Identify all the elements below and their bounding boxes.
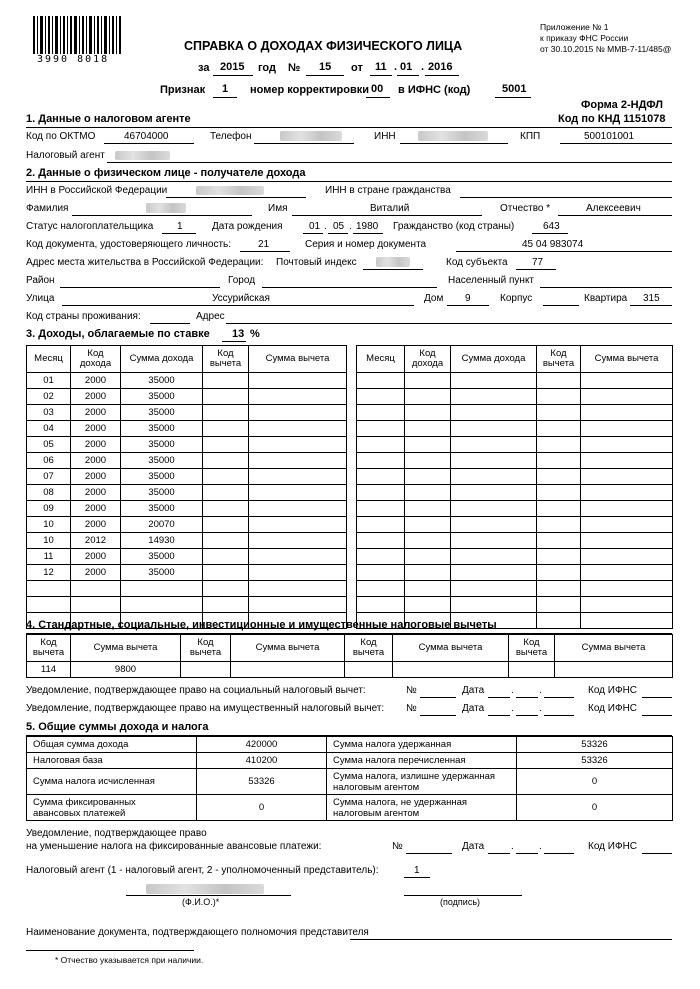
table-row bbox=[27, 405, 347, 421]
income-cell: 05 bbox=[27, 437, 71, 453]
section1-title: 1. Данные о налоговом агенте bbox=[26, 113, 191, 125]
god-label: год bbox=[258, 62, 276, 74]
income-cell: 2012 bbox=[71, 533, 121, 549]
kpp-label: КПП bbox=[520, 131, 541, 142]
addr-label: Адрес bbox=[196, 311, 225, 322]
table-row bbox=[357, 469, 673, 485]
oktmo-label: Код по ОКТМО bbox=[26, 131, 96, 142]
country-code-label: Код страны проживания: bbox=[26, 311, 141, 322]
table-row bbox=[357, 581, 673, 597]
income-cell: 35000 bbox=[121, 549, 203, 565]
tax-calc-label: Сумма налога исчисленная bbox=[27, 769, 197, 795]
house-label: Дом bbox=[424, 293, 444, 304]
agent-redacted bbox=[115, 151, 170, 160]
barcode bbox=[33, 16, 123, 66]
income-header-left-3: Код вычета bbox=[203, 346, 249, 373]
tax-base-value: 410200 bbox=[197, 753, 327, 769]
city-label: Город bbox=[228, 275, 256, 286]
table-row bbox=[357, 533, 673, 549]
rate-value: 13 bbox=[232, 328, 245, 340]
income-cell: 2000 bbox=[71, 405, 121, 421]
income-table-left bbox=[26, 345, 347, 629]
doc-series-label: Серия и номер документа bbox=[305, 239, 427, 250]
section2-title: 2. Данные о физическом лице - получателе дохода bbox=[26, 167, 306, 179]
table-row bbox=[357, 373, 673, 389]
surname-label: Фамилия bbox=[26, 203, 69, 214]
advance-no-label: № bbox=[392, 841, 403, 852]
income-cell: 2000 bbox=[71, 421, 121, 437]
social-notice-label: Уведомление, подтверждающее право на социальный налоговый вычет: bbox=[26, 685, 366, 696]
street-label: Улица bbox=[26, 293, 55, 304]
name-label: Имя bbox=[268, 203, 288, 214]
table-row bbox=[357, 517, 673, 533]
rate-pct: % bbox=[250, 328, 260, 340]
income-cell: 04 bbox=[27, 421, 71, 437]
deductions-table bbox=[26, 634, 673, 678]
property-notice-label: Уведомление, подтверждающее право на имущественный налоговый вычет: bbox=[26, 703, 385, 714]
property-ifns-label: Код ИФНС bbox=[588, 703, 638, 714]
income-header-right-3: Код вычета bbox=[537, 346, 581, 373]
inn-redacted bbox=[418, 131, 488, 141]
income-cell: 2000 bbox=[71, 373, 121, 389]
correction-value: 00 bbox=[371, 83, 384, 95]
inn-country-label: ИНН в стране гражданства bbox=[325, 185, 451, 196]
income-header-right-0: Месяц bbox=[357, 346, 405, 373]
agent-type-label: Налоговый агент (1 - налоговый агент, 2 - уполномоченный представитель): bbox=[26, 865, 379, 876]
flat-label: Квартира bbox=[584, 293, 628, 304]
income-cell: 09 bbox=[27, 501, 71, 517]
tax-withheld-value: 53326 bbox=[517, 737, 673, 753]
income-header-right-2: Сумма дохода bbox=[451, 346, 537, 373]
kpp-value: 500101001 bbox=[584, 131, 635, 142]
priznak-label: Признак bbox=[160, 84, 206, 96]
doc-series-value: 45 04 983074 bbox=[522, 239, 584, 250]
postcode-label: Почтовый индекс bbox=[276, 257, 357, 268]
income-cell: 10 bbox=[27, 517, 71, 533]
tax-transferred-label: Сумма налога перечисленная bbox=[327, 753, 517, 769]
income-cell: 14930 bbox=[121, 533, 203, 549]
fixed-value: 0 bbox=[197, 795, 327, 821]
table-row bbox=[27, 373, 347, 389]
status-value: 1 bbox=[177, 221, 183, 232]
settlement-label: Населенный пункт bbox=[448, 275, 535, 286]
income-cell: 01 bbox=[27, 373, 71, 389]
income-cell: 2000 bbox=[71, 517, 121, 533]
inn-label: ИНН bbox=[374, 131, 396, 142]
year-value: 2015 bbox=[220, 61, 245, 73]
advance-notice-line1: Уведомление, подтверждающее право bbox=[26, 828, 207, 839]
income-cell: 02 bbox=[27, 389, 71, 405]
tax-calc-value: 53326 bbox=[197, 769, 327, 795]
table-row bbox=[27, 517, 347, 533]
excess-value: 0 bbox=[517, 769, 673, 795]
income-header-left-0: Месяц bbox=[27, 346, 71, 373]
num-label: № bbox=[288, 62, 301, 74]
ded-code-1: 114 bbox=[27, 662, 71, 678]
income-cell: 11 bbox=[27, 549, 71, 565]
table-row bbox=[27, 597, 347, 613]
income-cell: 2000 bbox=[71, 469, 121, 485]
knd-code: Код по КНД 1151078 bbox=[558, 113, 666, 125]
income-cell: 2000 bbox=[71, 453, 121, 469]
table-row bbox=[27, 421, 347, 437]
income-cell: 35000 bbox=[121, 501, 203, 517]
income-cell: 35000 bbox=[121, 453, 203, 469]
income-cell: 35000 bbox=[121, 405, 203, 421]
total-income-label: Общая сумма дохода bbox=[27, 737, 197, 753]
income-cell: 2000 bbox=[71, 389, 121, 405]
table-row bbox=[357, 501, 673, 517]
totals-table bbox=[26, 736, 673, 821]
income-cell: 20070 bbox=[121, 517, 203, 533]
income-cell: 2000 bbox=[71, 565, 121, 581]
table-row bbox=[357, 421, 673, 437]
income-header-left-4: Сумма вычета bbox=[249, 346, 347, 373]
agent-type-value: 1 bbox=[414, 865, 420, 876]
birth-day: 01 bbox=[309, 221, 321, 232]
income-cell: 03 bbox=[27, 405, 71, 421]
region-code-label: Код субъекта bbox=[446, 257, 508, 268]
building-label: Корпус bbox=[500, 293, 533, 304]
table-row bbox=[357, 437, 673, 453]
footnote: * Отчество указывается при наличии. bbox=[55, 955, 204, 965]
income-cell: 06 bbox=[27, 453, 71, 469]
doc-code-label: Код документа, удостоверяющего личность: bbox=[26, 239, 232, 250]
surname-redacted bbox=[146, 203, 186, 213]
social-date-label: Дата bbox=[462, 685, 485, 696]
ded-code-header-2: Код вычета bbox=[181, 635, 231, 662]
month-value: 01 bbox=[400, 61, 413, 73]
table-row bbox=[357, 549, 673, 565]
ded-code-header-3: Код вычета bbox=[345, 635, 393, 662]
income-cell: 2000 bbox=[71, 501, 121, 517]
address-label: Адрес места жительства в Российской Федерации: bbox=[26, 257, 264, 268]
doc-code-value: 21 bbox=[258, 239, 270, 250]
patronymic-value: Алексеевич bbox=[586, 203, 641, 214]
income-cell: 35000 bbox=[121, 373, 203, 389]
name-value: Виталий bbox=[370, 203, 410, 214]
section4-title: 4. Стандартные, социальные, инвестиционные и имущественные налоговые вычеты bbox=[26, 619, 497, 631]
income-cell: 35000 bbox=[121, 389, 203, 405]
za-label: за bbox=[198, 62, 210, 74]
tax-base-label: Налоговая база bbox=[27, 753, 197, 769]
fixed-label-1: Сумма фиксированных bbox=[33, 796, 136, 808]
birth-label: Дата рождения bbox=[212, 221, 283, 232]
postcode-redacted bbox=[376, 257, 410, 267]
phone-redacted bbox=[280, 131, 342, 141]
tax-withheld-label: Сумма налога удержанная bbox=[327, 737, 517, 753]
not-withheld-label-2: налоговым агентом bbox=[333, 807, 420, 819]
income-header-left-2: Сумма дохода bbox=[121, 346, 203, 373]
table-row bbox=[27, 501, 347, 517]
region-code-value: 77 bbox=[532, 257, 544, 268]
table-row bbox=[27, 581, 347, 597]
income-cell: 2000 bbox=[71, 437, 121, 453]
status-label: Статус налогоплательщика bbox=[26, 221, 154, 232]
table-row bbox=[357, 597, 673, 613]
ded-sum-header-1: Сумма вычета bbox=[71, 635, 181, 662]
street-value: Уссурийская bbox=[212, 293, 270, 304]
fixed-label-2: авансовых платежей bbox=[33, 807, 126, 819]
not-withheld-label-1: Сумма налога, не удержанная bbox=[333, 796, 468, 808]
citizenship-value: 643 bbox=[543, 221, 560, 232]
barcode-digits: 3990 8018 bbox=[37, 54, 110, 65]
income-cell: 35000 bbox=[121, 437, 203, 453]
income-header-right-4: Сумма вычета bbox=[581, 346, 673, 373]
income-table-right bbox=[356, 345, 673, 629]
property-no-label: № bbox=[406, 703, 417, 714]
income-cell: 10 bbox=[27, 533, 71, 549]
income-cell: 08 bbox=[27, 485, 71, 501]
doc-name-label: Наименование документа, подтверждающего полномочия представителя bbox=[26, 927, 369, 938]
income-cell: 35000 bbox=[121, 421, 203, 437]
excess-label-1: Сумма налога, излишне удержанная bbox=[333, 770, 496, 782]
table-row bbox=[27, 549, 347, 565]
not-withheld-value: 0 bbox=[517, 795, 673, 821]
table-row bbox=[27, 437, 347, 453]
form-name: Форма 2-НДФЛ bbox=[581, 99, 663, 111]
income-cell: 2000 bbox=[71, 485, 121, 501]
table-row bbox=[27, 453, 347, 469]
table-row bbox=[27, 485, 347, 501]
table-row bbox=[27, 565, 347, 581]
income-cell: 35000 bbox=[121, 485, 203, 501]
income-cell: 07 bbox=[27, 469, 71, 485]
citizenship-label: Гражданство (код страны) bbox=[393, 221, 515, 232]
income-header-right-1: Код дохода bbox=[405, 346, 451, 373]
ded-sum-header-4: Сумма вычета bbox=[555, 635, 673, 662]
phone-label: Телефон bbox=[210, 131, 252, 142]
ot-label: от bbox=[351, 62, 363, 74]
birth-month: 05 bbox=[333, 221, 345, 232]
house-value: 9 bbox=[465, 293, 471, 304]
agent-label: Налоговый агент bbox=[26, 150, 105, 161]
priznak-value: 1 bbox=[222, 83, 229, 95]
appendix-line2: к приказу ФНС России bbox=[540, 33, 629, 43]
section5-title: 5. Общие суммы дохода и налога bbox=[26, 721, 209, 733]
district-label: Район bbox=[26, 275, 55, 286]
ded-sum-header-3: Сумма вычета bbox=[393, 635, 509, 662]
inn-rf-label: ИНН в Российской Федерации bbox=[26, 185, 168, 196]
appendix-line1: Приложение № 1 bbox=[540, 22, 609, 32]
ded-sum-header-2: Сумма вычета bbox=[231, 635, 345, 662]
ded-code-header-4: Код вычета bbox=[509, 635, 555, 662]
fio-redacted bbox=[146, 884, 264, 894]
property-date-label: Дата bbox=[462, 703, 485, 714]
sign-label: (подпись) bbox=[440, 897, 481, 907]
table-row bbox=[357, 565, 673, 581]
table-row bbox=[357, 485, 673, 501]
table-row bbox=[357, 405, 673, 421]
patronymic-label: Отчество * bbox=[500, 203, 551, 214]
total-income-value: 420000 bbox=[197, 737, 327, 753]
social-no-label: № bbox=[406, 685, 417, 696]
ded-sum-1: 9800 bbox=[71, 662, 181, 678]
barcode-bars bbox=[33, 16, 123, 54]
advance-date-label: Дата bbox=[462, 841, 485, 852]
ifns-label: в ИФНС (код) bbox=[398, 84, 471, 96]
social-ifns-label: Код ИФНС bbox=[588, 685, 638, 696]
page-title: СПРАВКА О ДОХОДАХ ФИЗИЧЕСКОГО ЛИЦА bbox=[184, 39, 463, 53]
income-header-left-1: Код дохода bbox=[71, 346, 121, 373]
flat-value: 315 bbox=[643, 293, 660, 304]
table-row bbox=[357, 453, 673, 469]
inn-rf-redacted bbox=[196, 186, 264, 195]
section3-title: 3. Доходы, облагаемые по ставке bbox=[26, 328, 210, 340]
advance-ifns-label: Код ИФНС bbox=[588, 841, 638, 852]
number-value: 15 bbox=[319, 61, 332, 73]
table-row bbox=[27, 533, 347, 549]
excess-label-2: налоговым агентом bbox=[333, 781, 420, 793]
birth-year: 1980 bbox=[356, 221, 379, 232]
income-cell: 2000 bbox=[71, 549, 121, 565]
advance-notice-line2: на уменьшение налога на фиксированные авансовые платежи: bbox=[26, 841, 322, 852]
date-year-value: 2016 bbox=[428, 61, 453, 73]
table-row bbox=[27, 389, 347, 405]
income-cell: 35000 bbox=[121, 469, 203, 485]
ded-code-header-1: Код вычета bbox=[27, 635, 71, 662]
ifns-value: 5001 bbox=[502, 83, 527, 95]
correction-label: номер корректировки bbox=[250, 84, 370, 96]
income-cell: 12 bbox=[27, 565, 71, 581]
table-row bbox=[357, 389, 673, 405]
appendix-line3: от 30.10.2015 № ММВ-7-11/485@ bbox=[540, 44, 672, 54]
table-row bbox=[27, 469, 347, 485]
fio-label: (Ф.И.О.)* bbox=[182, 897, 220, 907]
tax-transferred-value: 53326 bbox=[517, 753, 673, 769]
income-cell: 35000 bbox=[121, 565, 203, 581]
oktmo-value: 46704000 bbox=[124, 131, 169, 142]
day-value: 11 bbox=[375, 61, 387, 73]
